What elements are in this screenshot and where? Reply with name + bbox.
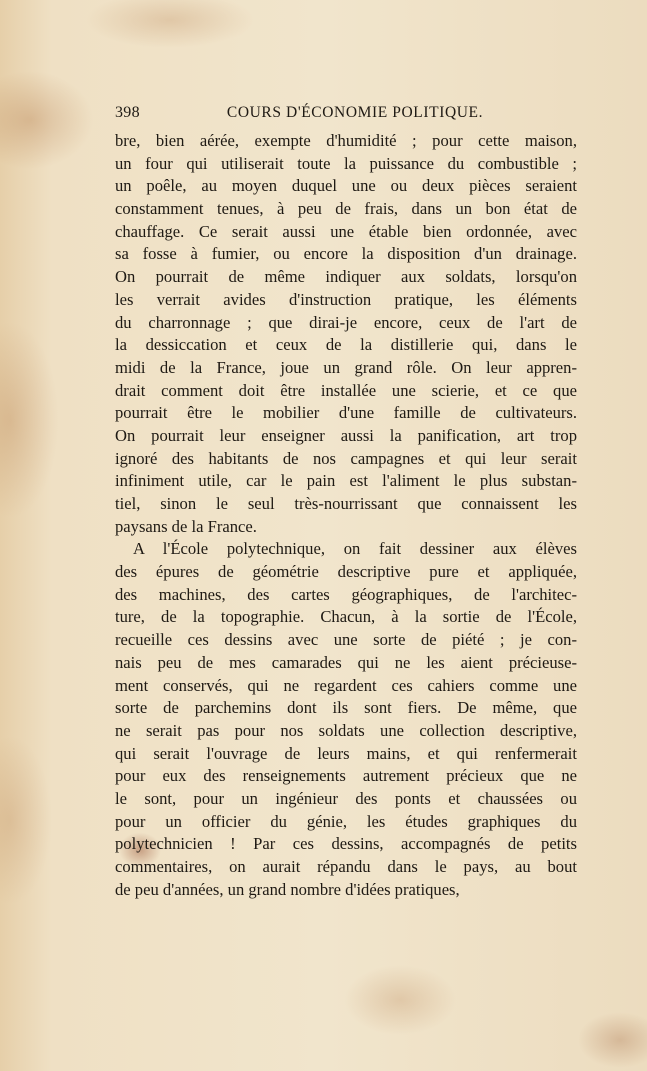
text-line: ignoré des habitants de nos campagnes et qui leur serait — [115, 448, 577, 468]
text-line: On pourrait de même indiquer aux soldats, lorsqu'on — [115, 267, 577, 287]
text-line: du charronnage ; que dirai-je encore, ceux de l'art de — [115, 312, 577, 332]
text-line: recueille ces dessins avec une sorte de piété ; je con- — [115, 630, 577, 650]
text-line: paysans de la France. — [115, 516, 257, 536]
running-title: COURS D'ÉCONOMIE POLITIQUE. — [226, 104, 484, 121]
text-line: les verrait avides d'instruction pratique, les éléments — [115, 289, 577, 309]
text-line: chauffage. Ce serait aussi une étable bien ordonnée, avec — [115, 221, 577, 241]
text-line: ture, de la topographie. Chacun, à la sortie de l'École, — [115, 607, 577, 627]
text-line: nais peu de mes camarades qui ne les aient précieuse- — [115, 652, 577, 672]
text-line: des machines, des cartes géographiques, de l'architec- — [115, 584, 577, 604]
text-line: pour un officier du génie, les études graphiques du — [115, 811, 577, 831]
text-line: constamment tenues, à peu de frais, dans un bon état de — [115, 199, 577, 219]
text-line: commentaires, on aurait répandu dans le pays, au bout — [115, 857, 577, 876]
text-line: la dessiccation et ceux de la distillerie qui, dans le — [115, 335, 577, 355]
text-line: le sont, pour un ingénieur des ponts et chaussées ou — [115, 788, 577, 808]
text-line: pour eux des renseignements autrement précieux que ne — [115, 766, 577, 786]
text-line: infiniment utile, car le pain est l'aliment le plus substan- — [115, 471, 577, 491]
body-text — [115, 130, 577, 901]
text-line: de peu d'années, un grand nombre d'idées pratiques, — [115, 879, 460, 899]
text-line: sorte de parchemins dont ils sont fiers. De même, que — [115, 698, 577, 718]
text-line: sa fosse à fumier, ou encore la disposition d'un drainage. — [115, 244, 577, 264]
page-number: 398 — [115, 104, 140, 121]
text-line: drait comment doit être installée une scierie, et ce que — [115, 380, 577, 400]
text-line: ment conservés, qui ne regardent ces cahiers comme une — [115, 675, 577, 695]
text-line: On pourrait leur enseigner aussi la panification, art trop — [115, 425, 577, 445]
text-line: polytechnicien ! Par ces dessins, accompagnés de petits — [115, 834, 577, 854]
text-line: un four qui utiliserait toute la puissance du combustible ; — [115, 153, 577, 173]
text-line: un poêle, au moyen duquel une ou deux pièces seraient — [115, 176, 577, 196]
text-line: tiel, sinon le seul très-nourrissant que connaissent les — [115, 494, 577, 513]
page-header — [115, 104, 577, 126]
text-line: pourrait être le mobilier d'une famille de cultivateurs. — [115, 403, 577, 423]
text-line: ne serait pas pour nos soldats une collection descriptive, — [115, 720, 577, 740]
text-line: bre, bien aérée, exempte d'humidité ; pour cette maison, — [115, 131, 577, 150]
text-line: A l'École polytechnique, on fait dessiner aux élèves — [133, 539, 577, 559]
text-line: midi de la France, joue un grand rôle. On leur appren- — [115, 357, 577, 377]
text-line: des épures de géométrie descriptive pure et appliquée, — [115, 562, 577, 582]
text-line: qui serait l'ouvrage de leurs mains, et qui renfermerait — [115, 743, 577, 763]
